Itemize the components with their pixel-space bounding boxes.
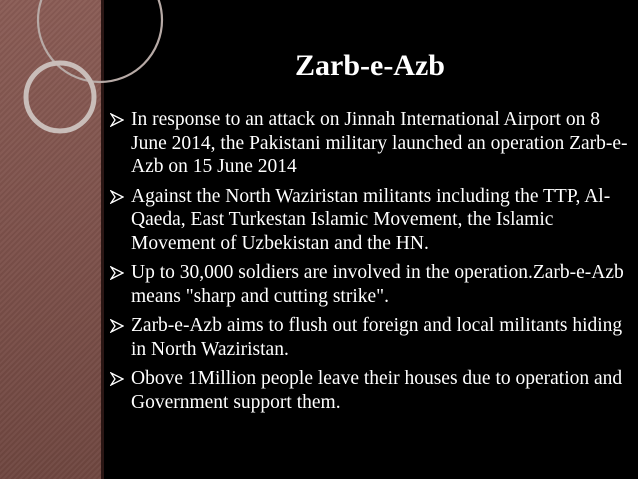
small-ring xyxy=(26,63,94,131)
arrowhead-bullet-icon xyxy=(110,372,124,386)
bullet-item xyxy=(108,185,633,256)
bullet-text: Against the North Waziristan militants including the TTP, Al-Qaeda, East Turkestan Islamic Movement, the Islamic Movement of Uzbekistan and the HN. xyxy=(131,185,611,254)
bullet-text: In response to an attack on Jinnah International Airport on 8 June 2014, the Pakistani military launched an operation Zarb-e-Azb on 15 June 2014 xyxy=(131,109,628,177)
bullet-item xyxy=(108,108,633,179)
arrowhead-bullet-icon xyxy=(110,113,124,127)
bullet-text: Zarb-e-Azb aims to flush out foreign and local militants hiding in North Waziristan. xyxy=(131,315,623,360)
bullet-text: Obove 1Million people leave their houses due to operation and Government support them. xyxy=(131,368,623,413)
bullet-item xyxy=(108,261,633,308)
arrowhead-bullet-icon xyxy=(110,266,124,280)
large-ring xyxy=(38,0,162,82)
arrowhead-bullet-icon xyxy=(110,319,124,333)
bullet-item xyxy=(108,367,633,414)
bullet-text: Up to 30,000 soldiers are involved in the operation.Zarb-e-Azb means "sharp and cutting strike". xyxy=(131,262,624,307)
bullet-item xyxy=(108,314,633,361)
bullet-list xyxy=(108,108,633,420)
slide-title: Zarb-e-Azb xyxy=(295,49,445,82)
arrowhead-bullet-icon xyxy=(110,190,124,204)
